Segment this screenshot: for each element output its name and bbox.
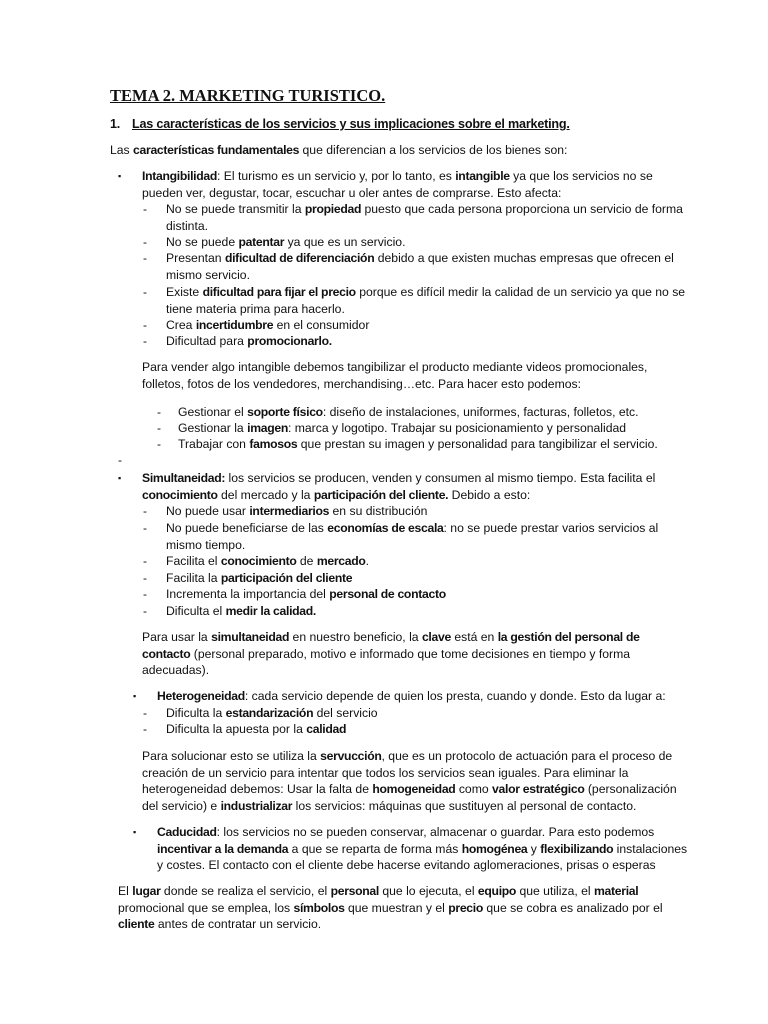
- simultaneidad-paragraph: [142, 629, 640, 679]
- bold-text: conocimiento: [142, 487, 218, 502]
- text: Gestionar la: [178, 421, 248, 435]
- bold-text: lugar: [132, 884, 161, 898]
- text: Para usar la: [142, 630, 212, 644]
- section-heading: [110, 117, 570, 131]
- dash-bullet-icon: -: [143, 318, 147, 332]
- bold-text: dificultad para fijar el precio: [202, 285, 356, 299]
- heterogeneidad-paragraph: [142, 748, 677, 814]
- text: : marca y logotipo. Trabajar su posicionamiento y personalidad: [287, 421, 627, 435]
- list-item: [166, 603, 316, 620]
- bold-text: simultaneidad: [211, 630, 290, 644]
- bold-text: conocimiento: [220, 554, 297, 568]
- text-line: Para vender algo intangible debemos tangibilizar el producto mediante videos promocionales,: [142, 360, 648, 374]
- list-item: [166, 705, 378, 722]
- text: antes de contratar un servicio.: [154, 917, 322, 931]
- section-title: Las características de los servicios y sus implicaciones sobre el marketing.: [132, 117, 570, 131]
- list-item: [166, 234, 405, 251]
- dash-bullet-icon: -: [143, 521, 147, 535]
- text: (personalización: [584, 782, 677, 796]
- bold-text: servucción: [320, 749, 382, 763]
- text: Crea: [166, 318, 196, 332]
- text: Las: [110, 143, 134, 157]
- bold-text: contacto: [142, 646, 191, 661]
- bold-text: personal: [330, 884, 379, 898]
- text: Incrementa la importancia del: [166, 587, 330, 601]
- bold-text: calidad: [306, 722, 347, 736]
- list-item: [166, 520, 658, 553]
- dash-bullet-icon: -: [143, 587, 147, 601]
- square-bullet-icon: ▪: [133, 827, 137, 837]
- dash-bullet-icon: -: [143, 604, 147, 618]
- text: donde se realiza el servicio, el: [160, 884, 331, 898]
- text: No se puede transmitir la: [166, 202, 305, 216]
- list-item: [166, 250, 674, 283]
- text: instalaciones: [613, 841, 688, 856]
- bold-text: precio: [448, 900, 484, 915]
- text: Existe: [166, 285, 203, 299]
- text: de: [296, 554, 317, 568]
- text: en el consumidor: [273, 318, 370, 332]
- text: del servicio) e: [142, 798, 221, 813]
- bold-text: equipo: [477, 884, 517, 898]
- bold-text: patentar: [238, 235, 285, 249]
- text: debido a que existen muchas empresas que ofrecen el: [374, 251, 674, 265]
- text-line: y costes. El contacto con el cliente debe hacerse evitando aglomeraciones, prisas o esperas: [157, 858, 656, 872]
- list-item: [166, 317, 369, 334]
- bold-text: incentivar a la demanda: [157, 841, 289, 856]
- text: está en: [450, 630, 498, 644]
- dash-bullet-icon: -: [157, 405, 161, 419]
- text: que diferencian a los servicios de los bienes son:: [299, 143, 568, 157]
- square-bullet-icon: ▪: [118, 171, 122, 181]
- text: puesto que cada persona proporciona un servicio de forma: [361, 202, 683, 216]
- list-item: [178, 404, 639, 421]
- dash-bullet-icon: -: [143, 285, 147, 299]
- text: promocional que se emplea, los: [118, 900, 294, 915]
- bold-text: medir la calidad.: [225, 604, 317, 618]
- text: : los servicios no se pueden conservar, almacenar o guardar. Para esto podemos: [216, 825, 655, 839]
- text: : no se puede prestar varios servicios al: [443, 521, 659, 535]
- bold-text: propiedad: [304, 202, 362, 216]
- text-line: tiene materia prima para hacerlo.: [166, 301, 345, 316]
- text: Dificulta el: [166, 604, 226, 618]
- bold-text: participación del cliente: [220, 571, 353, 585]
- page-title: TEMA 2. MARKETING TURISTICO.: [110, 86, 386, 105]
- text: , que es un protocolo de actuación para el proceso de: [381, 749, 673, 763]
- dash-bullet-icon: -: [143, 202, 147, 216]
- text-line: folletos, fotos de los vendedores, merchandising…etc. Para hacer esto podemos:: [142, 376, 581, 391]
- dash-bullet-icon: -: [143, 554, 147, 568]
- dash-bullet-icon: -: [157, 421, 161, 435]
- bold-text: economías de escala: [327, 521, 444, 535]
- bold-text: Caducidad: [157, 825, 217, 839]
- bold-text: clave: [421, 630, 451, 644]
- text: Trabajar con: [178, 437, 250, 451]
- bold-text: dificultad de diferenciación: [224, 251, 375, 265]
- text: Para solucionar esto se utiliza la: [142, 749, 321, 763]
- text: que lo ejecuta, el: [378, 884, 478, 898]
- text: ya que es un servicio.: [284, 235, 406, 249]
- text: Dificulta la: [166, 706, 226, 720]
- bold-text: símbolos: [293, 900, 345, 915]
- list-item: [178, 420, 626, 437]
- dash-bullet-icon: -: [143, 722, 147, 736]
- closing-paragraph: [118, 883, 663, 933]
- text: que muestran y el: [344, 900, 449, 915]
- list-item: [166, 570, 352, 587]
- list-item: [166, 553, 369, 570]
- bold-text: homogeneidad: [372, 782, 456, 796]
- dash-bullet-icon: -: [143, 235, 147, 249]
- list-item: [166, 721, 346, 738]
- list-item: [166, 333, 332, 350]
- bold-text: Intangibilidad: [142, 169, 218, 183]
- text: Gestionar el: [178, 405, 248, 419]
- list-item: [166, 586, 446, 603]
- bold-text: famosos: [249, 437, 298, 451]
- bold-text: imagen: [247, 421, 288, 435]
- text-line: pueden ver, degustar, tocar, escuchar u oler antes de comprarse. Esto afecta:: [142, 185, 562, 200]
- text: a que se reparta de forma más: [288, 841, 462, 856]
- text: heterogeneidad debemos: Usar la falta de: [142, 782, 373, 796]
- text: como: [455, 782, 493, 796]
- text: porque es difícil medir la calidad de un servicio ya que no se: [355, 285, 686, 299]
- text: No se puede: [166, 235, 239, 249]
- bold-text: Heterogeneidad: [157, 689, 245, 703]
- tangibilizar-paragraph: [142, 359, 647, 392]
- heterogeneidad-lead: [157, 688, 666, 705]
- dash-bullet-icon: -: [157, 437, 161, 451]
- text: No puede usar: [166, 504, 250, 518]
- dash-bullet-icon: -: [143, 251, 147, 265]
- text: El: [118, 884, 133, 898]
- bold-text: incertidumbre: [195, 318, 274, 332]
- text-line: distinta.: [166, 218, 209, 233]
- text: en su distribución: [329, 504, 428, 518]
- section-number: 1.: [110, 117, 121, 131]
- bold-text: valor estratégico: [492, 782, 585, 796]
- text: No puede beneficiarse de las: [166, 521, 328, 535]
- text: que se cobra es analizado por el: [483, 900, 663, 915]
- text: en nuestro beneficio, la: [289, 630, 422, 644]
- text: del mercado y la: [217, 487, 314, 502]
- bold-text: intangible: [455, 169, 510, 183]
- text: que prestan su imagen y personalidad para tangibilizar el servicio.: [297, 437, 658, 451]
- dash-bullet-icon: -: [143, 334, 147, 348]
- bold-text: promocionarlo.: [247, 334, 332, 348]
- text: Facilita la: [166, 571, 221, 585]
- bold-text: flexibilizando: [540, 841, 614, 856]
- dash-bullet-icon: -: [143, 571, 147, 585]
- list-item: [166, 284, 685, 317]
- text-line: creación de un servicio para intentar que todos los servicios sean iguales. Para eliminar la: [142, 765, 629, 780]
- text-line: mismo servicio.: [166, 267, 250, 282]
- dash-bullet-icon: -: [143, 706, 147, 720]
- text: los servicios se producen, venden y consumen al mismo tiempo. Esta facilita el: [225, 471, 656, 485]
- bold-text: participación del cliente.: [313, 487, 449, 502]
- dash-bullet-icon: -: [118, 453, 122, 467]
- bold-text: la gestión del personal de: [497, 630, 640, 644]
- text: Dificultad para: [166, 334, 248, 348]
- bold-text: soporte físico: [247, 405, 323, 419]
- text: y: [527, 841, 541, 856]
- bold-text: características fundamentales: [133, 143, 300, 157]
- dash-bullet-icon: -: [143, 504, 147, 518]
- simultaneidad-lead: [142, 470, 655, 503]
- bold-text: estandarización: [225, 706, 314, 720]
- bold-text: personal de contacto: [329, 587, 446, 601]
- intangibilidad-lead: [142, 168, 653, 201]
- text: del servicio: [313, 706, 378, 720]
- bold-text: industrializar: [220, 798, 293, 813]
- bold-text: intermediarios: [249, 504, 330, 518]
- list-item: [166, 201, 683, 234]
- text-line: adecuadas).: [142, 663, 210, 677]
- text: : El turismo es un servicio y, por lo tanto, es: [217, 169, 456, 183]
- bold-text: cliente: [118, 917, 155, 931]
- bold-text: homogénea: [461, 841, 528, 856]
- text: Dificulta la apuesta por la: [166, 722, 307, 736]
- square-bullet-icon: ▪: [118, 473, 122, 483]
- text: : diseño de instalaciones, uniformes, facturas, folletos, etc.: [322, 405, 639, 419]
- text: Presentan: [166, 251, 225, 265]
- text-line: mismo tiempo.: [166, 537, 246, 552]
- list-item: [166, 503, 427, 520]
- bold-text: mercado: [316, 554, 366, 568]
- text: Facilita el: [166, 554, 221, 568]
- square-bullet-icon: ▪: [133, 691, 137, 701]
- text: que utiliza, el: [516, 884, 594, 898]
- caducidad-lead: [157, 824, 687, 874]
- text: : cada servicio depende de quien los presta, cuando y donde. Esto da lugar a:: [244, 689, 666, 703]
- text: Debido a esto:: [448, 487, 531, 502]
- list-item: [178, 436, 658, 453]
- intro-paragraph: [110, 142, 567, 159]
- text: ya que los servicios no se: [509, 169, 653, 183]
- bold-text: material: [594, 884, 639, 898]
- text: (personal preparado, motivo e informado que tome decisiones en tiempo y forma: [190, 646, 631, 661]
- bold-text: Simultaneidad:: [142, 471, 226, 485]
- text: .: [365, 554, 369, 568]
- text: los servicios: máquinas que sustituyen al personal de contacto.: [292, 798, 637, 813]
